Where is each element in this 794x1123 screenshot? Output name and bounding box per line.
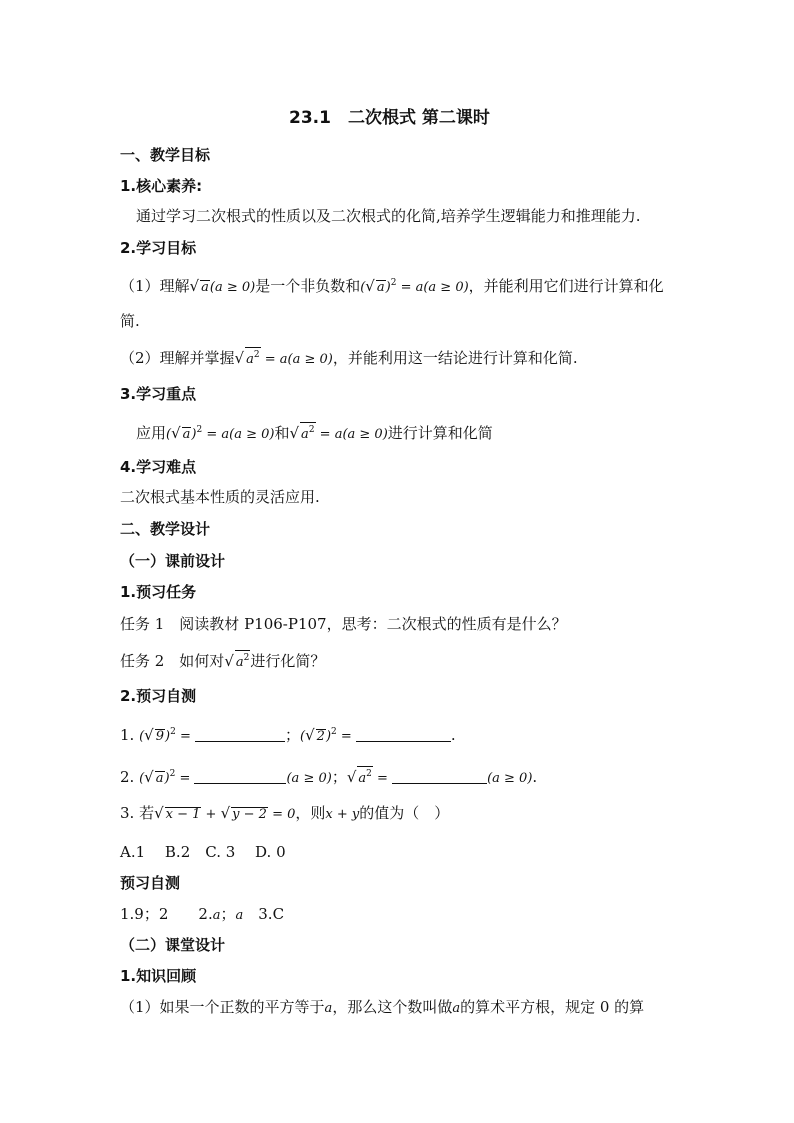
- task-2-suffix: 进行化简？: [250, 652, 326, 670]
- goal-2-prefix: （2）理解并掌握: [120, 349, 235, 367]
- question-1: 1. (√ 9)$^2$ = ；(√ 2)$^2$ = .: [120, 726, 456, 744]
- key-prefix: 应用: [136, 424, 167, 442]
- formula-sqrt-a2-4: √ $a^2$ =: [346, 768, 393, 786]
- subheading-preview-tasks: 1.预习任务: [120, 583, 197, 601]
- subheading-preclass: （一）课前设计: [120, 552, 226, 570]
- core-literacy-text: 通过学习二次根式的性质以及二次根式的化简,培养学生逻辑能力和推理能力.: [136, 207, 641, 225]
- goal-2-suffix: ，并能利用这一结论进行计算和化简.: [332, 349, 578, 367]
- page-title: 23.1 二次根式 第二课时: [289, 108, 490, 128]
- task-2-prefix: 任务 2 如何对: [120, 652, 225, 670]
- expression-x-plus-y: x + y: [325, 807, 360, 822]
- answer-blank[interactable]: [356, 727, 451, 742]
- answer-blank[interactable]: [392, 769, 487, 784]
- subheading-self-test: 2.预习自测: [120, 687, 197, 705]
- subheading-key-points: 3.学习重点: [120, 385, 197, 403]
- recall-line: （1）如果一个正数的平方等于a，那么这个数叫做a的算术平方根，规定 0 的算: [120, 998, 645, 1016]
- key-suffix: 进行计算和化简: [387, 424, 493, 442]
- formula-sqrt-a: √ a(a ≥ 0): [189, 277, 256, 295]
- question-3: 3. 若√ x − 1 + √ y − 2 = 0，则x + y的值为（ ）: [120, 804, 450, 822]
- answers-line: 1.9；2 2.a；a 3.C: [120, 905, 285, 923]
- section-heading-1: 一、教学目标: [120, 146, 211, 164]
- goal-1-suffix: ，并能利用它们进行计算和化: [468, 277, 664, 295]
- formula-sqrt9-squared: (√ 9)$^2$ =: [139, 726, 195, 744]
- question-3-prefix: 3. 若: [120, 804, 155, 822]
- goal-2-line: [120, 347, 578, 370]
- goal-1-line: [120, 273, 664, 298]
- formula-sqrt-a-squared-3: (√ a)$^2$ =: [139, 768, 195, 786]
- answer-blank[interactable]: [194, 769, 286, 784]
- formula-sqrt2-squared: (√ 2)$^2$ =: [300, 726, 356, 744]
- subheading-goals: 2.学习目标: [120, 239, 197, 257]
- condition: (a ≥ 0): [487, 771, 533, 786]
- answer-blank[interactable]: [195, 727, 285, 742]
- key-points-line: [136, 420, 493, 445]
- subheading-in-class: （二）课堂设计: [120, 936, 226, 954]
- subheading-difficulty: 4.学习难点: [120, 458, 197, 476]
- subheading-review: 1.知识回顾: [120, 967, 197, 985]
- goal-1-middle: 是一个非负数和: [255, 277, 361, 295]
- task-1: 任务 1 阅读教材 P106-P107，思考：二次根式的性质有是什么？: [120, 615, 567, 633]
- formula-sqrt-a2: √ $a^2 = a(a \ge 0)$: [234, 349, 333, 367]
- key-and: 和: [274, 424, 290, 442]
- goal-1-prefix: （1）理解: [120, 277, 190, 295]
- question-2-number: 2.: [120, 768, 135, 786]
- question-2: 2. (√ a)$^2$ = (a ≥ 0)；√ $a^2 = (a \ge 0)$.: [120, 768, 538, 786]
- section-heading-2: 二、教学设计: [120, 520, 211, 538]
- question-1-number: 1.: [120, 726, 135, 744]
- subheading-answers: 预习自测: [120, 874, 181, 892]
- formula-sqrt-a2-3: √ $a^2$: [224, 652, 250, 670]
- difficulty-text: 二次根式基本性质的灵活应用.: [120, 488, 320, 506]
- condition: (a ≥ 0): [286, 771, 332, 786]
- formula-sqrt-a-squared-2: (√ a)$^2$ = a(a ≥ 0): [166, 424, 275, 442]
- subheading-core-literacy: 1.核心素养:: [120, 177, 203, 195]
- formula-sqrt-a2-2: √ $a^2 = a(a \ge 0)$: [289, 424, 388, 442]
- goal-1-continuation: 简.: [120, 312, 140, 330]
- formula-sqrt-a-squared: (√ a)$^2$ = a(a ≥ 0): [360, 277, 469, 295]
- task-2: [120, 650, 325, 673]
- question-3-options: A.1 B.2 C. 3 D. 0: [120, 843, 286, 861]
- formula-sum-of-roots: √ x − 1 + √ y − 2: [154, 804, 267, 822]
